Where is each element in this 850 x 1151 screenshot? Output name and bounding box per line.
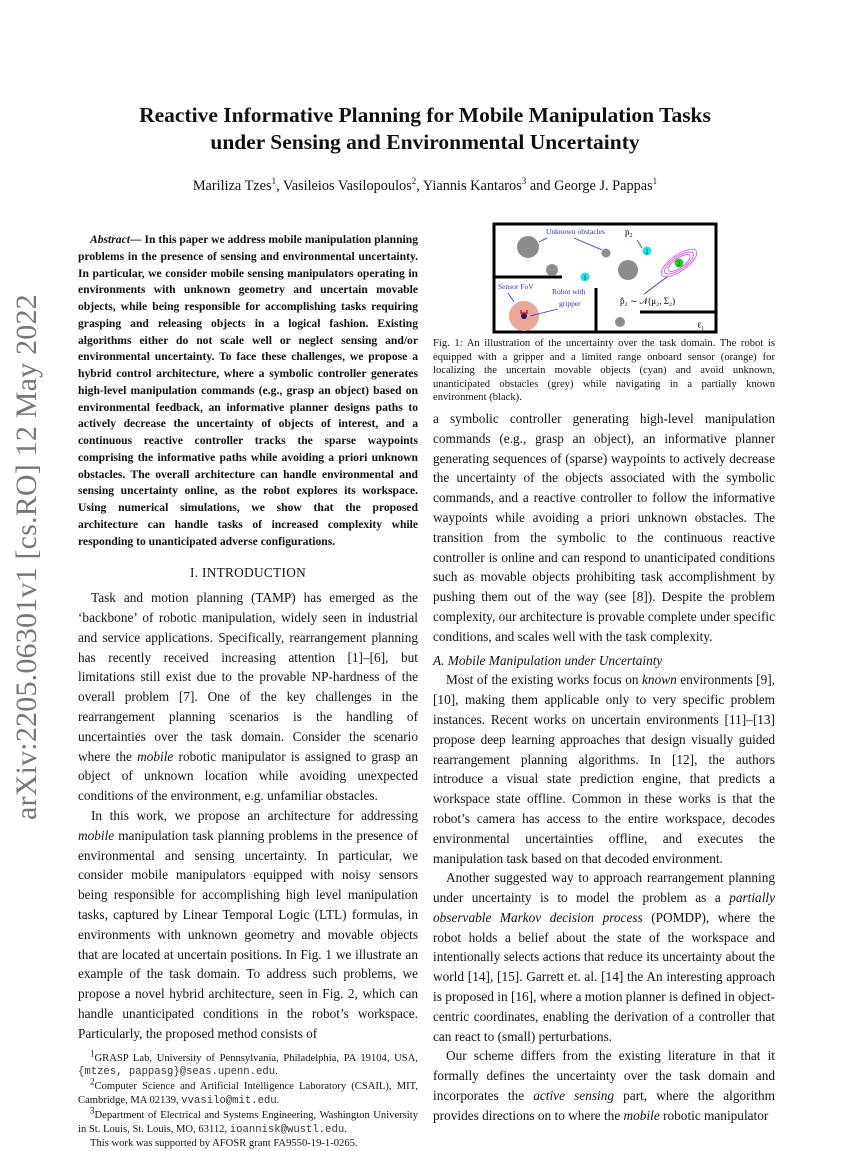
- email: ioannisk@wustl.edu: [229, 1123, 345, 1136]
- paragraph: Task and motion planning (TAMP) has emerged as the ‘backbone’ of robotic manipulation, widely seen in industrial and service applications. Specifically, rearrangement planning has recently received increasing attention [1]–[6], but limitations still exist due to the provable NP-hardness of the overall problem [7]. One of the key challenges in the rearrangement planning scenarios is the handling of uncertainties over the task domain. Consider the scenario where the mobile robotic manipulator is assigned to grasp an object of unknown location while avoiding unexpected conditions of the environment, e.g. unfamiliar obstacles.: [78, 590, 418, 804]
- object-2-label: 2: [645, 249, 649, 256]
- footnote: $^3$Department of Electrical and Systems Engineering, Washington University in St. Louis, St. Louis, MO, 63112, ioannisk@wustl.edu.: [78, 1105, 418, 1136]
- abstract-label: Abstract: [90, 233, 130, 246]
- title-line: Reactive Informative Planning for Mobile Manipulation Tasks: [139, 103, 711, 127]
- footnote: $^2$Computer Science and Artificial Intelligence Laboratory (CSAIL), MIT, Cambridge, MA 02139, vvasilo@mit.edu.: [78, 1076, 418, 1107]
- email: {mtzes, pappasg}@seas.upenn.edu: [78, 1066, 276, 1079]
- label-distribution: p̂₂ ∼ 𝒩(μ₂, Σ₂): [620, 296, 676, 306]
- email: vvasilo@mit.edu: [181, 1094, 277, 1107]
- subsection-heading: A. Mobile Manipulation under Uncertainty: [433, 652, 663, 668]
- footnote: $^1$GRASP Lab, University of Pennsylvania, Philadelphia, PA 19104, USA, {mtzes, pappasg}@seas.upenn.edu.: [78, 1048, 418, 1079]
- label-robot-1: Robot with: [552, 287, 586, 296]
- footnote-mark: 2: [90, 1076, 95, 1087]
- emphasis: mobile: [137, 748, 174, 764]
- arxiv-stamp: arXiv:2205.06301v1 [cs.RO] 12 May 2022: [10, 294, 43, 820]
- intro-paragraphs: [78, 588, 418, 1043]
- obstacle: [618, 260, 638, 280]
- obstacle: [546, 264, 558, 276]
- affiliation-mark: 3: [521, 176, 527, 187]
- abstract-text: In this paper we address mobile manipulation planning problems in the presence of sensing and environmental uncertainty. In particular, we consider mobile sensing manipulators operating in environments with unknown geometry and uncertain movable objects, while being responsible for accomplishing tasks requiring grasping and releasing objects in a logical fashion. Existing algorithms either do not scale well or neglect sensing and/or environmental uncertainty. To face these challenges, we propose a hybrid control architecture, where a symbolic controller generates high-level manipulation commands (e.g., grasp an object) based on environmental feedback, an informative planner designs paths to actively decrease the uncertainty of objects of interest, and a continuous reactive controller tracks the sparse waypoints comprising the informative paths while avoiding a priori unknown obstacles. The overall architecture can handle environmental and sensing uncertainty online, as the robot explores its workspace. Using numerical simulations, we show that the proposed architecture can handle tasks of increased complexity while responding to unanticipated adverse configurations.: [78, 233, 418, 548]
- emphasis: known: [642, 672, 677, 688]
- object-1-label: 1: [583, 275, 587, 282]
- label-unknown-obstacles: Unknown obstacles: [546, 227, 605, 236]
- obstacle: [615, 317, 625, 327]
- subsection-paragraphs: [433, 670, 775, 1125]
- affiliation-mark: 2: [411, 176, 417, 187]
- left-column: [78, 232, 418, 1151]
- affiliation-mark: 1: [652, 176, 658, 187]
- obstacle: [602, 249, 611, 258]
- obstacle: [517, 236, 539, 258]
- label-p2-sub: 2: [629, 233, 633, 239]
- author-name: George J. Pappas: [554, 178, 653, 194]
- author-name: Vasileios Vasilopoulos: [282, 178, 412, 194]
- author-name: Mariliza Tzes: [192, 178, 272, 194]
- robot: [521, 313, 527, 319]
- author-name: Yiannis Kantaros: [422, 178, 522, 194]
- abstract: [78, 232, 418, 550]
- paragraph: Our scheme differs from the existing literature in that it formally defines the uncertainty over the task domain and incorporates the active sensing part, where the algorithm provides directions on to where the mobile robotic manipulator: [433, 1048, 775, 1123]
- paragraph: In this work, we propose an architecture for addressing mobile manipulation task planning problems in the presence of environmental and sensing uncertainty. In particular, we consider mobile manipulators equipped with noisy sensors being responsible for accomplishing high level manipulation tasks, captured by Linear Temporal Logic (LTL) formulas, in environments with unknown geometry and movable objects that are located at uncertain positions. In Fig. 1 we illustrate an example of the task domain. To address such problems, we propose a novel hybrid architecture, seen in Fig. 2, which can handle unanticipated conditions in the robot’s workspace. Particularly, the proposed method consists of: [78, 808, 418, 1041]
- paragraph: Most of the existing works focus on known environments [9], [10], making them applicable only to very specific problem instances. Recent works on uncertain environments [11]–[13] propose deep learning approaches that design visually guided rearrangement planning algorithms. In [12], the authors introduce a visual state prediction engine, that predicts a workspace state offline. Common in these works is that the robot’s camera has access to the entire workspace, decodes environmental uncertainties offline, and executes the manipulation task based on that decoded environment.: [433, 672, 776, 866]
- section-heading: I. INTRODUCTION: [189, 565, 307, 581]
- footnote-mark: 1: [90, 1048, 95, 1059]
- paper-title: [60, 102, 790, 156]
- emphasis: active sensing: [533, 1088, 615, 1104]
- footnotes: [78, 1048, 418, 1151]
- emphasis: mobile: [623, 1107, 660, 1123]
- abstract-dash: —: [129, 233, 145, 246]
- emphasis: partially observable Markov decision process: [433, 890, 775, 925]
- footnote: This work was supported by AFOSR grant FA9550-19-1-0265.: [90, 1138, 358, 1150]
- right-column: [433, 222, 775, 1126]
- figure-1-illustration: [492, 222, 718, 334]
- intro-continued: [433, 409, 775, 647]
- label-robot-2: gripper: [559, 299, 581, 308]
- title-line: under Sensing and Environmental Uncertainty: [210, 130, 640, 154]
- label-p2-main: p: [625, 227, 630, 237]
- figure-caption: Fig. 1: An illustration of the uncertainty over the task domain. The robot is equipped with a gripper and a limited range onboard sensor (orange) for localizing the uncertain movable objects (cyan) and avoid unknown, unanticipated obstacles (grey) while navigating in a partially known environment (black).: [433, 338, 775, 404]
- paragraph: a symbolic controller generating high-level manipulation commands (e.g., grasp an object), an informative planner generating sequences of (sparse) waypoints to actively decrease the uncertainty of the objects associated with the symbolic commands, and a reactive controller to follow the informative waypoints while avoiding a priori unknown obstacles. The transition from the symbolic to the continuous reactive controller is online and can respond to unanticipated conditions such as movable objects prohibiting task accomplishment by pushing them out of the way (see [8]). Despite the problem complexity, our architecture is provable complete under specific conditions, and scales well with the task complexity.: [433, 410, 775, 644]
- object-2-estimate-label: 2: [677, 261, 681, 268]
- label-l1: ℓ₁: [697, 320, 705, 330]
- footnote-mark: 3: [90, 1105, 95, 1116]
- label-sensor-fov: Sensor FoV: [498, 282, 534, 291]
- paragraph: Another suggested way to approach rearrangement planning under uncertainty is to model the problem as a partially observable Markov decision process (POMDP), where the robot holds a belief about the state of the workspace and intentionally selects actions that reduce its uncertainty about the world [14], [15]. Garrett et. al. [14] the An interesting approach is proposed in [16], where a motion planner is defined in object-centric coordinates, enabling the derivation of a controller that can react to (small) perturbations.: [433, 870, 775, 1044]
- author-list: Mariliza Tzes$^1$, Vasileios Vasilopoulos$^2$, Yiannis Kantaros$^3$ and George J. Pappas$^1$: [192, 176, 658, 194]
- emphasis: mobile: [78, 827, 115, 843]
- affiliation-mark: 1: [271, 176, 277, 187]
